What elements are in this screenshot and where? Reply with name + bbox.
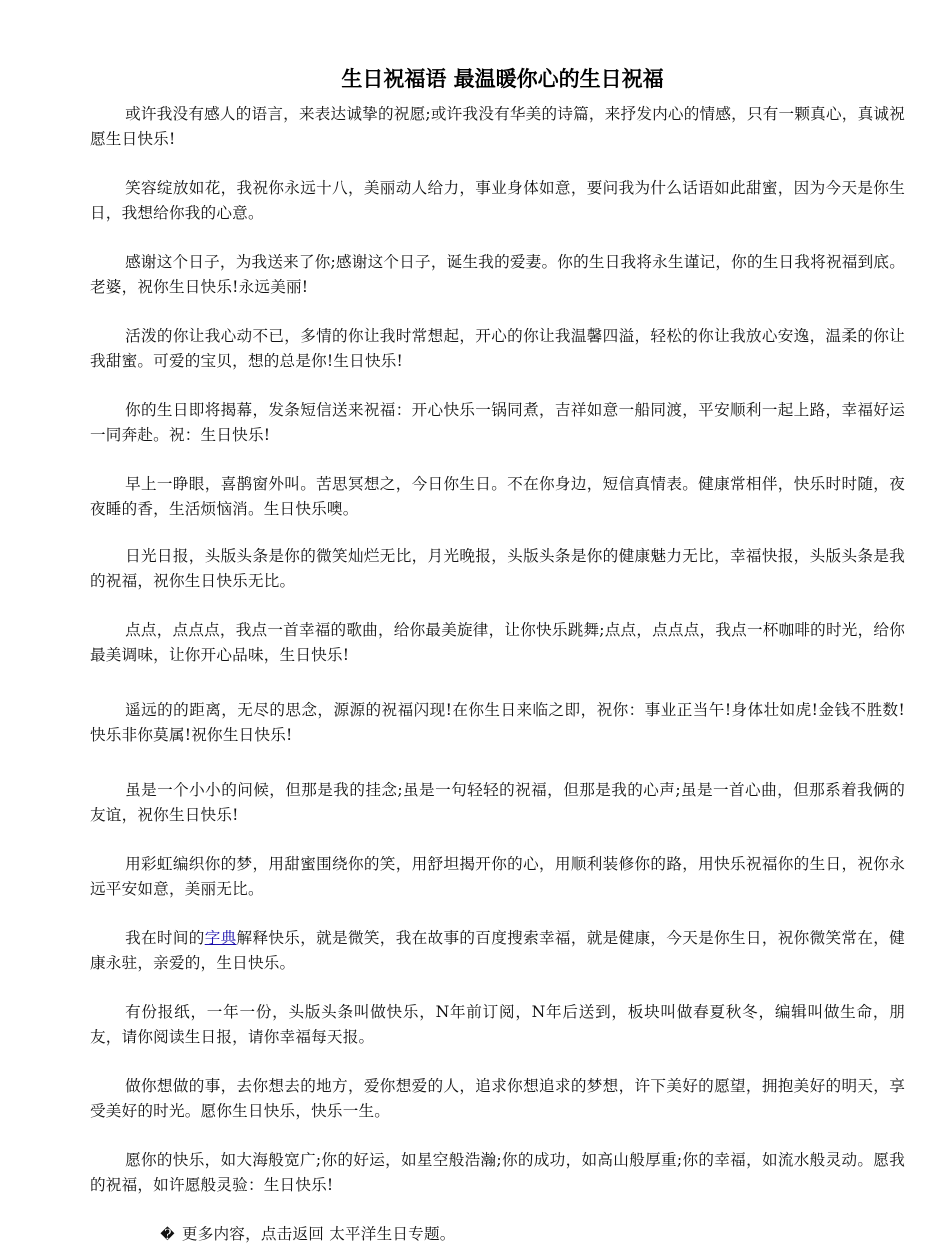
dictionary-link[interactable]: 字典: [204, 929, 237, 947]
footer-text[interactable]: 更多内容，点击返回 太平洋生日专题。: [176, 1225, 456, 1243]
paragraph-14: 做你想做的事，去你想去的地方，爱你想爱的人，追求你想追求的梦想，许下美好的愿望，拥抱美好的明天，享受美好的时光。愿你生日快乐，快乐一生。: [90, 1077, 905, 1120]
paragraph-7: 日光日报，头版头条是你的微笑灿烂无比，月光晚报，头版头条是你的健康魅力无比，幸福快报，头版头条是我的祝福，祝你生日快乐无比。: [90, 547, 905, 590]
paragraph-13: 有份报纸，一年一份，头版头条叫做快乐，N年前订阅，N年后送到，板块叫做春夏秋冬，编辑叫做生命，朋友，请你阅读生日报，请你幸福每天报。: [90, 1003, 905, 1046]
paragraph-15: 愿你的快乐，如大海般宽广;你的好运，如星空般浩瀚;你的成功，如高山般厚重;你的幸福，如流水般灵动。愿我的祝福，如许愿般灵验：生日快乐!: [90, 1151, 905, 1194]
document-page: [90, 62, 905, 1248]
paragraph-3: 感谢这个日子，为我送来了你;感谢这个日子，诞生我的爱妻。你的生日我将永生谨记，你的生日我将祝福到底。老婆，祝你生日快乐!永远美丽!: [90, 253, 905, 296]
paragraph-12-after: 解释快乐，就是微笑，我在故事的百度搜索幸福，就是健康，今天是你生日，祝你微笑常在，健康永驻，亲爱的，生日快乐。: [90, 929, 905, 972]
footer-more-content: [90, 1222, 905, 1248]
paragraph-2: 笑容绽放如花，我祝你永远十八，美丽动人给力，事业身体如意，要问我为什么话语如此甜蜜，因为今天是你生日，我想给你我的心意。: [90, 179, 905, 222]
paragraph-12-before: 我在时间的: [125, 929, 205, 947]
paragraph-1: 或许我没有感人的语言，来表达诚挚的祝愿;或许我没有华美的诗篇，来抒发内心的情感，只有一颗真心，真诚祝愿生日快乐!: [90, 105, 905, 148]
paragraph-9: 遥远的的距离，无尽的思念，源源的祝福闪现!在你生日来临之即，祝你：事业正当午!身体壮如虎!金钱不胜数!快乐非你莫属!祝你生日快乐!: [90, 701, 905, 744]
replacement-glyph-icon: �: [160, 1227, 175, 1243]
paragraph-12: [90, 926, 905, 976]
paragraph-10: 虽是一个小小的问候，但那是我的挂念;虽是一句轻轻的祝福，但那是我的心声;虽是一首心曲，但那系着我俩的友谊，祝你生日快乐!: [90, 781, 905, 824]
paragraph-11: 用彩虹编织你的梦，用甜蜜围绕你的笑，用舒坦揭开你的心，用顺利装修你的路，用快乐祝福你的生日，祝你永远平安如意，美丽无比。: [90, 855, 905, 898]
document-title: 生日祝福语 最温暖你心的生日祝福: [341, 67, 664, 91]
paragraph-5: 你的生日即将揭幕，发条短信送来祝福：开心快乐一锅同煮，吉祥如意一船同渡，平安顺利一起上路，幸福好运一同奔赴。祝：生日快乐!: [90, 401, 905, 444]
paragraph-6: 早上一睁眼，喜鹊窗外叫。苦思冥想之，今日你生日。不在你身边，短信真情表。健康常相伴，快乐时时随，夜夜睡的香，生活烦恼消。生日快乐噢。: [90, 475, 905, 518]
paragraph-8: 点点，点点点，我点一首幸福的歌曲，给你最美旋律，让你快乐跳舞;点点，点点点，我点一杯咖啡的时光，给你最美调味，让你开心品味，生日快乐!: [90, 621, 905, 664]
paragraph-4: 活泼的你让我心动不已，多情的你让我时常想起，开心的你让我温馨四溢，轻松的你让我放心安逸，温柔的你让我甜蜜。可爱的宝贝，想的总是你!生日快乐!: [90, 327, 905, 370]
